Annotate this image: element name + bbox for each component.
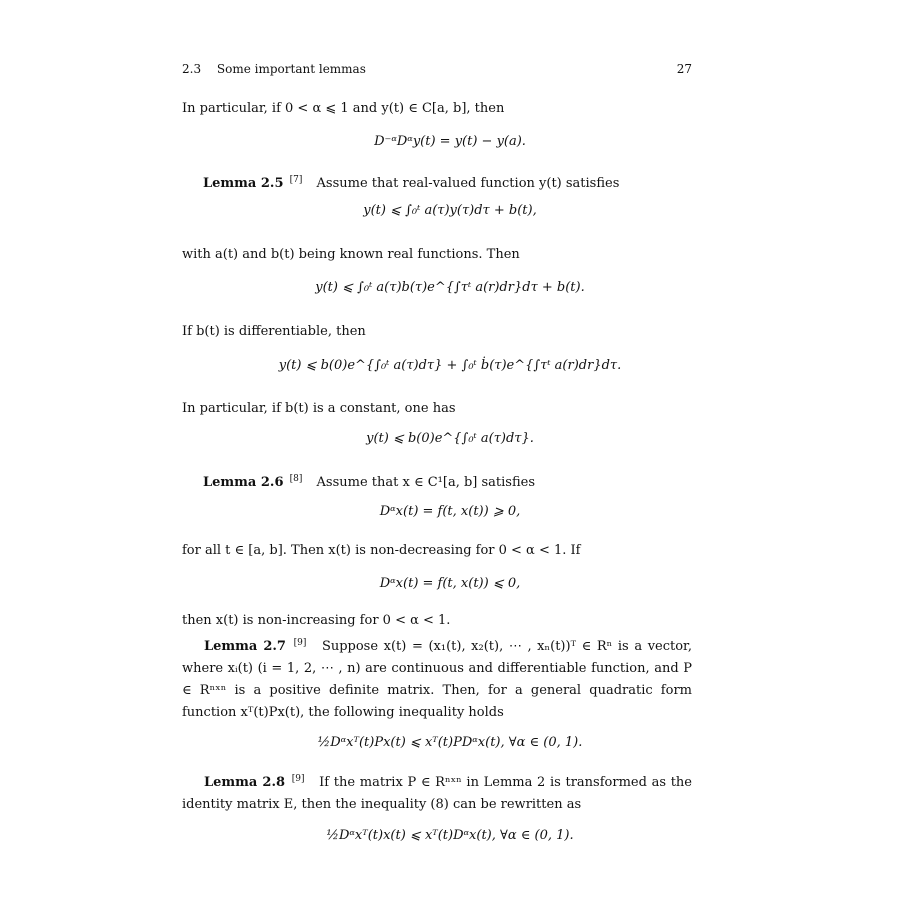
paragraph-4: In particular, if b(t) is a constant, one has xyxy=(182,401,456,416)
equation-4 xyxy=(0,358,900,373)
paragraph-6: then x(t) is non-increasing for 0 < α < 1. xyxy=(182,613,451,628)
equation-2 xyxy=(0,203,900,218)
lemma-label: Lemma 2.7 xyxy=(204,639,286,654)
equation-8-text: ½Dᵅxᵀ(t)Px(t) ⩽ xᵀ(t)PDᵅx(t), ∀α ∈ (0, 1). xyxy=(317,735,583,750)
equation-5 xyxy=(0,431,900,446)
paragraph-3: If b(t) is differentiable, then xyxy=(182,324,366,339)
equation-8 xyxy=(0,735,900,750)
paragraph-5: for all t ∈ [a, b]. Then x(t) is non-decreasing for 0 < α < 1. If xyxy=(182,543,581,558)
equation-1-text: D⁻ᵅDᵅy(t) = y(t) − y(a). xyxy=(374,134,526,149)
lemma-label: Lemma 2.8 xyxy=(204,775,286,790)
equation-2-text: y(t) ⩽ ∫₀ᵗ a(τ)y(τ)dτ + b(t), xyxy=(363,203,537,218)
citation: [9] xyxy=(293,638,307,648)
lemma-2-5 xyxy=(203,169,693,195)
equation-7 xyxy=(0,576,900,591)
citation: [8] xyxy=(289,474,303,484)
equation-7-text: Dᵅx(t) = f(t, x(t)) ⩽ 0, xyxy=(379,576,521,591)
equation-6-text: Dᵅx(t) = f(t, x(t)) ⩾ 0, xyxy=(379,504,521,519)
section-number: 2.3 xyxy=(182,62,202,76)
lemma-label: Lemma 2.6 xyxy=(203,475,284,490)
lemma-2-8 xyxy=(182,768,692,816)
lemma-2-6 xyxy=(203,468,693,494)
equation-6 xyxy=(0,504,900,519)
equation-9 xyxy=(0,828,900,843)
equation-5-text: y(t) ⩽ b(0)e^{∫₀ᵗ a(τ)dτ}. xyxy=(366,431,534,446)
citation: [9] xyxy=(291,774,305,784)
lemma-text: Assume that real-valued function y(t) satisfies xyxy=(316,176,620,191)
lemma-text: If the matrix P ∈ Rⁿˣⁿ in Lemma 2 is transformed as the identity matrix E, then the inequality (8) can be rewritten as xyxy=(182,775,692,812)
equation-3-text: y(t) ⩽ ∫₀ᵗ a(τ)b(τ)e^{∫τᵗ a(r)dr}dτ + b(t). xyxy=(315,280,585,295)
lemma-text: Assume that x ∈ C¹[a, b] satisfies xyxy=(316,475,535,490)
paragraph-2: with a(t) and b(t) being known real functions. Then xyxy=(182,247,520,262)
equation-9-text: ½Dᵅxᵀ(t)x(t) ⩽ xᵀ(t)Dᵅx(t), ∀α ∈ (0, 1). xyxy=(326,828,574,843)
running-header xyxy=(182,62,366,76)
equation-3 xyxy=(0,280,900,295)
lemma-2-7 xyxy=(182,632,692,724)
lemma-text: Suppose x(t) = (x₁(t), x₂(t), ⋯ , xₙ(t))ᵀ ∈ Rⁿ is a vector, where xᵢ(t) (i = 1, 2, ⋯ , n) are continuous and differentiable function, and P ∈ Rⁿˣⁿ is a positive definite matrix. Then, for a general quadratic form function xᵀ(t)Px(t), the following inequality holds xyxy=(182,639,692,720)
lemma-label: Lemma 2.5 xyxy=(203,176,284,191)
section-title: Some important lemmas xyxy=(216,62,366,76)
paragraph-1: In particular, if 0 < α ⩽ 1 and y(t) ∈ C[a, b], then xyxy=(182,101,505,116)
citation: [7] xyxy=(289,175,303,185)
page-number: 27 xyxy=(676,62,692,76)
equation-4-text: y(t) ⩽ b(0)e^{∫₀ᵗ a(τ)dτ} + ∫₀ᵗ ḃ(τ)e^{∫τᵗ a(r)dr}dτ. xyxy=(278,358,622,373)
equation-1 xyxy=(0,134,900,149)
